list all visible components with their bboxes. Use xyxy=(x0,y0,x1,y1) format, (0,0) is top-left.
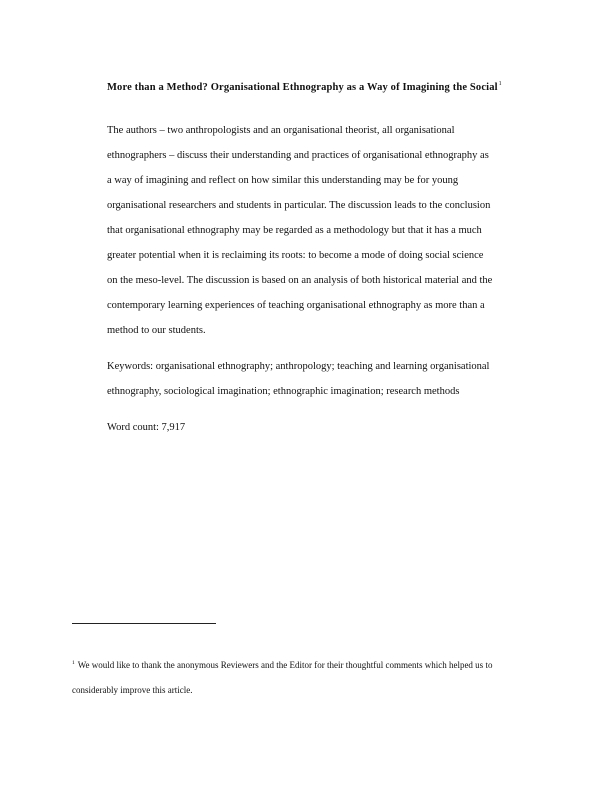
abstract-line: that organisational ethnography may be regarded as a methodology but that it has a much xyxy=(107,225,482,236)
abstract-line: method to our students. xyxy=(107,325,206,336)
paper-title xyxy=(107,81,537,93)
abstract-line: The authors – two anthropologists and an organisational theorist, all organisational xyxy=(107,125,455,136)
footnote-marker: 1 xyxy=(72,660,75,666)
abstract-line: organisational researchers and students in particular. The discussion leads to the conclusion xyxy=(107,200,491,211)
abstract-line: greater potential when it is reclaiming its roots: to become a mode of doing social science xyxy=(107,250,484,261)
keywords-paragraph xyxy=(107,354,527,404)
abstract-line: on the meso-level. The discussion is based on an analysis of both historical material and the xyxy=(107,275,493,286)
abstract-line: ethnographers – discuss their understanding and practices of organisational ethnography as xyxy=(107,150,489,161)
title-footnote-marker: 1 xyxy=(498,81,502,87)
keywords-line: Keywords: organisational ethnography; anthropology; teaching and learning organisational xyxy=(107,361,490,372)
footnote-line xyxy=(72,650,542,677)
footnote xyxy=(72,650,542,704)
abstract-line: a way of imagining and reflect on how similar this understanding may be for young xyxy=(107,175,459,186)
footnote-separator xyxy=(72,623,216,624)
abstract-line: contemporary learning experiences of teaching organisational ethnography as more than a xyxy=(107,300,485,311)
abstract-paragraph xyxy=(107,118,527,343)
footnote-line: considerably improve this article. xyxy=(72,685,193,695)
footnote-text: We would like to thank the anonymous Reviewers and the Editor for their thoughtful comments which helped us to xyxy=(77,660,493,670)
keywords-line: ethnography, sociological imagination; ethnographic imagination; research methods xyxy=(107,386,460,397)
paper-title-text: More than a Method? Organisational Ethnography as a Way of Imagining the Social xyxy=(107,82,498,93)
word-count: Word count: 7,917 xyxy=(107,422,186,433)
